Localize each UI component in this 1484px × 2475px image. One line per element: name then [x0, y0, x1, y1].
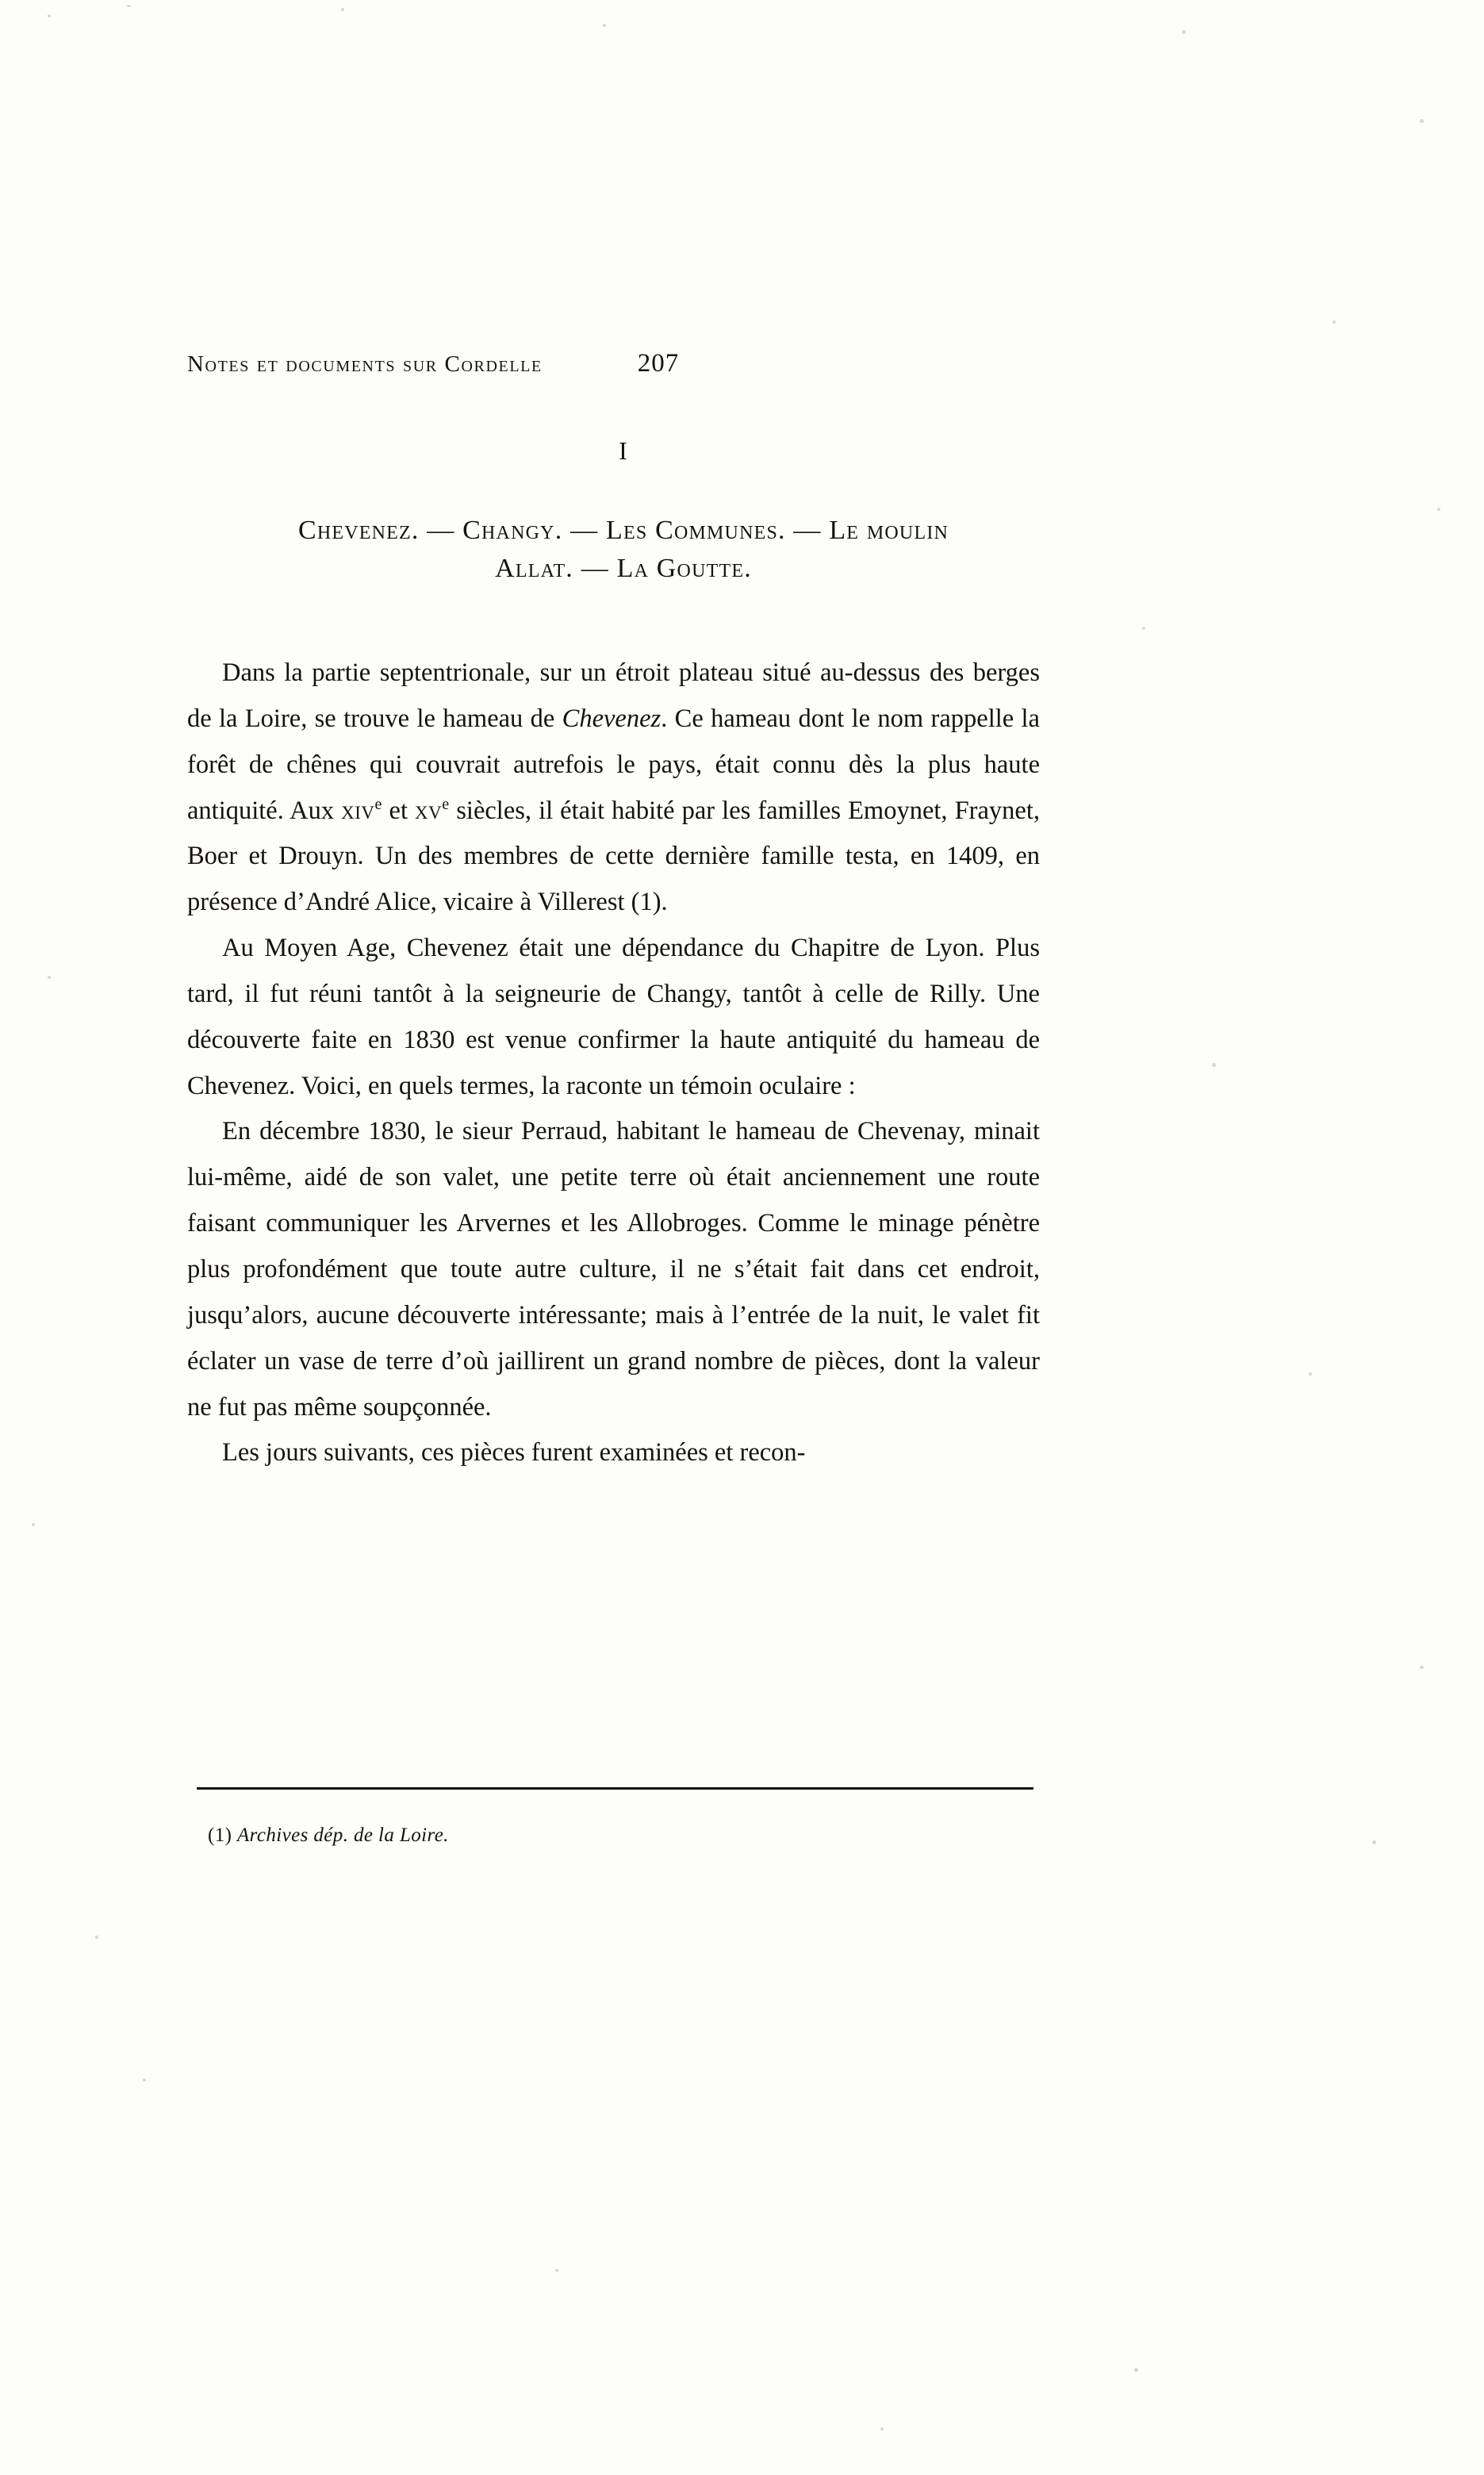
paper-speck — [1142, 627, 1145, 630]
paper-speck — [127, 5, 131, 7]
paper-speck — [32, 1523, 35, 1526]
paragraph: Au Moyen Age, Chevenez était une dépendance du Chapitre de Lyon. Plus tard, il fut réuni tantôt à la seigneurie de Changy, tantôt à celle de Rilly. Une découverte faite en 1830 est venue confirmer la haute antiquité du hameau de Chevenez. Voici, en quels termes, la raconte un témoin oculaire : — [187, 934, 1040, 1100]
chapter-title-line-2: Allat. — La Goutte. — [495, 554, 752, 584]
paper-speck — [603, 24, 606, 27]
paper-speck — [555, 2269, 558, 2272]
paper-speck — [880, 2427, 884, 2431]
footnote-separator — [197, 1787, 1033, 1790]
paper-speck — [1309, 1372, 1312, 1376]
footnote-marker: (1) — [208, 1825, 232, 1846]
paper-speck — [1437, 508, 1440, 511]
paper-speck — [143, 2078, 146, 2082]
paper-speck — [48, 14, 51, 17]
paper-speck — [48, 976, 51, 979]
section-number: I — [619, 436, 628, 465]
paragraph: En décembre 1830, le sieur Perraud, habitant le hameau de Chevenay, minait lui-même, aidé de son valet, une petite terre où était anciennement une route faisant communiquer les Arvernes et les Allobroges. Comme le minage pénètre plus profondément que toute autre culture, il ne s’était fait dans cet endroit, jusqu’alors, aucune découverte intéressante; mais à l’entrée de la nuit, le valet fit éclater un vase de terre d’où jaillirent un grand nombre de pièces, dont la valeur ne fut pas même soupçonnée. — [187, 1117, 1040, 1422]
paper-speck — [1333, 320, 1336, 324]
paper-speck — [1212, 1063, 1216, 1067]
paragraph: Les jours suivants, ces pièces furent examinées et recon- — [222, 1438, 806, 1468]
paper-speck — [1372, 1840, 1376, 1844]
paragraph: Dans la partie septentrionale, sur un étroit plateau situé au-dessus des berges de la Loire, se trouve le hameau de Chevenez. Ce hameau dont le nom rappelle la forêt de chênes qui couvrait autrefois le pays, était connu dès la plus haute antiquité. Aux xiv$^e$ et $xv^e$ siècles, il était habité par les familles Emoynet, Fraynet, Boer et Drouyn. Un des membres de cette dernière famille testa, en 1409, en présence d’André Alice, vicaire à Villerest (1). — [187, 658, 1040, 917]
running-header — [187, 349, 1060, 378]
footnote-text: Archives dép. de la Loire. — [237, 1825, 449, 1846]
paper-speck — [1134, 2368, 1138, 2372]
paper-speck — [341, 8, 344, 11]
chapter-title — [187, 512, 1060, 589]
running-head-title: Notes et documents sur Cordelle — [187, 351, 543, 377]
paper-speck — [95, 1936, 98, 1939]
paper-speck — [1420, 119, 1424, 123]
paper-speck — [1420, 1666, 1424, 1669]
body-text — [187, 650, 1040, 1476]
paper-speck — [1182, 30, 1186, 34]
page-number: 207 — [637, 349, 680, 378]
footnote — [208, 1825, 1033, 1847]
chapter-title-line-1: Chevenez. — Changy. — Les Communes. — Le moulin — [297, 516, 949, 545]
